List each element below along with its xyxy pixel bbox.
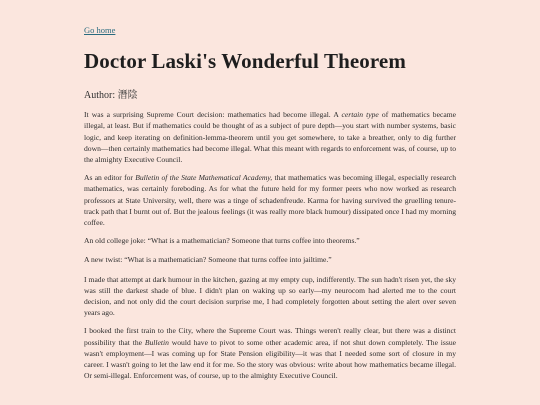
paragraph-text: would have to pivot to some other academic area, if not shut down completely. The issue wasn't employment—I was coming up for State Pension eligibility—it was that I needed some sort of closure in my career. I wasn't going to let the law end it for me. So the story was obvious: write about how mathematics became illegal. Or semi-illegal. Enforcement was, of course, up to the almighty Executive Council. [84, 337, 456, 381]
paragraph [84, 172, 456, 228]
author-line [84, 86, 456, 101]
page-title: Doctor Laski's Wonderful Theorem [84, 49, 406, 73]
paragraph: An old college joke: “What is a mathematician? Someone that turns coffee into theorems.” [84, 236, 360, 246]
emphasis-text: Bulletin [144, 337, 169, 347]
author-label: Author: [84, 90, 118, 102]
paragraph: A new twist: “What is a mathematician? Someone that turns coffee into jailtime.” [84, 255, 332, 265]
paragraph-text: As an editor for [84, 173, 136, 183]
emphasis-text: Bulletin of the State Mathematical Academy, [135, 173, 273, 183]
paragraph [84, 325, 456, 381]
paragraph: I made that attempt at dark humour in the kitchen, gazing at my empty cup, indifferently. The sun hadn't risen yet, the sky was still the darkest shade of blue. I didn't plan on waking up so early—my neurocom had alerted me to the court decision, and not only did the court decision surprise me, I had completely forgotten about setting the alert over seven years ago. [84, 274, 456, 318]
paragraph [84, 109, 456, 165]
paragraph-text: that mathematics was becoming illegal, especially research mathematics, was certainly foreboding. As for what the future held for my former peers who now worked as research professors at State University, well, there was a tinge of schadenfreude. Karma for having survived the gruelling tenure-track path that I burnt out of. But the jealous feelings (it was really more black humour) dissipated once I had my morning coffee. [84, 173, 456, 227]
emphasis-text: certain type [341, 110, 379, 120]
paragraph-text: of mathematics became illegal, at least. But if mathematics could be thought of as a subject of pure depth—you start with number systems, basic logic, and keep iterating on definition-lemma-theorem until you get somewhere, to take a breather, only to dig further down—then certainly mathematics had become illegal. What this meant with regards to enforcement was, of course, up to the almighty Executive Council. [84, 110, 456, 164]
article-body [84, 109, 456, 381]
go-home-link[interactable]: Go home [84, 25, 116, 35]
paragraph-text: I booked the first train to the City, where the Supreme Court was. Things weren't really clear, but there was a distinct possibility that the [84, 326, 456, 347]
author-name: 潛陰 [117, 90, 138, 102]
paragraph-text: It was a surprising Supreme Court decision: mathematics had become illegal. A [84, 110, 342, 120]
